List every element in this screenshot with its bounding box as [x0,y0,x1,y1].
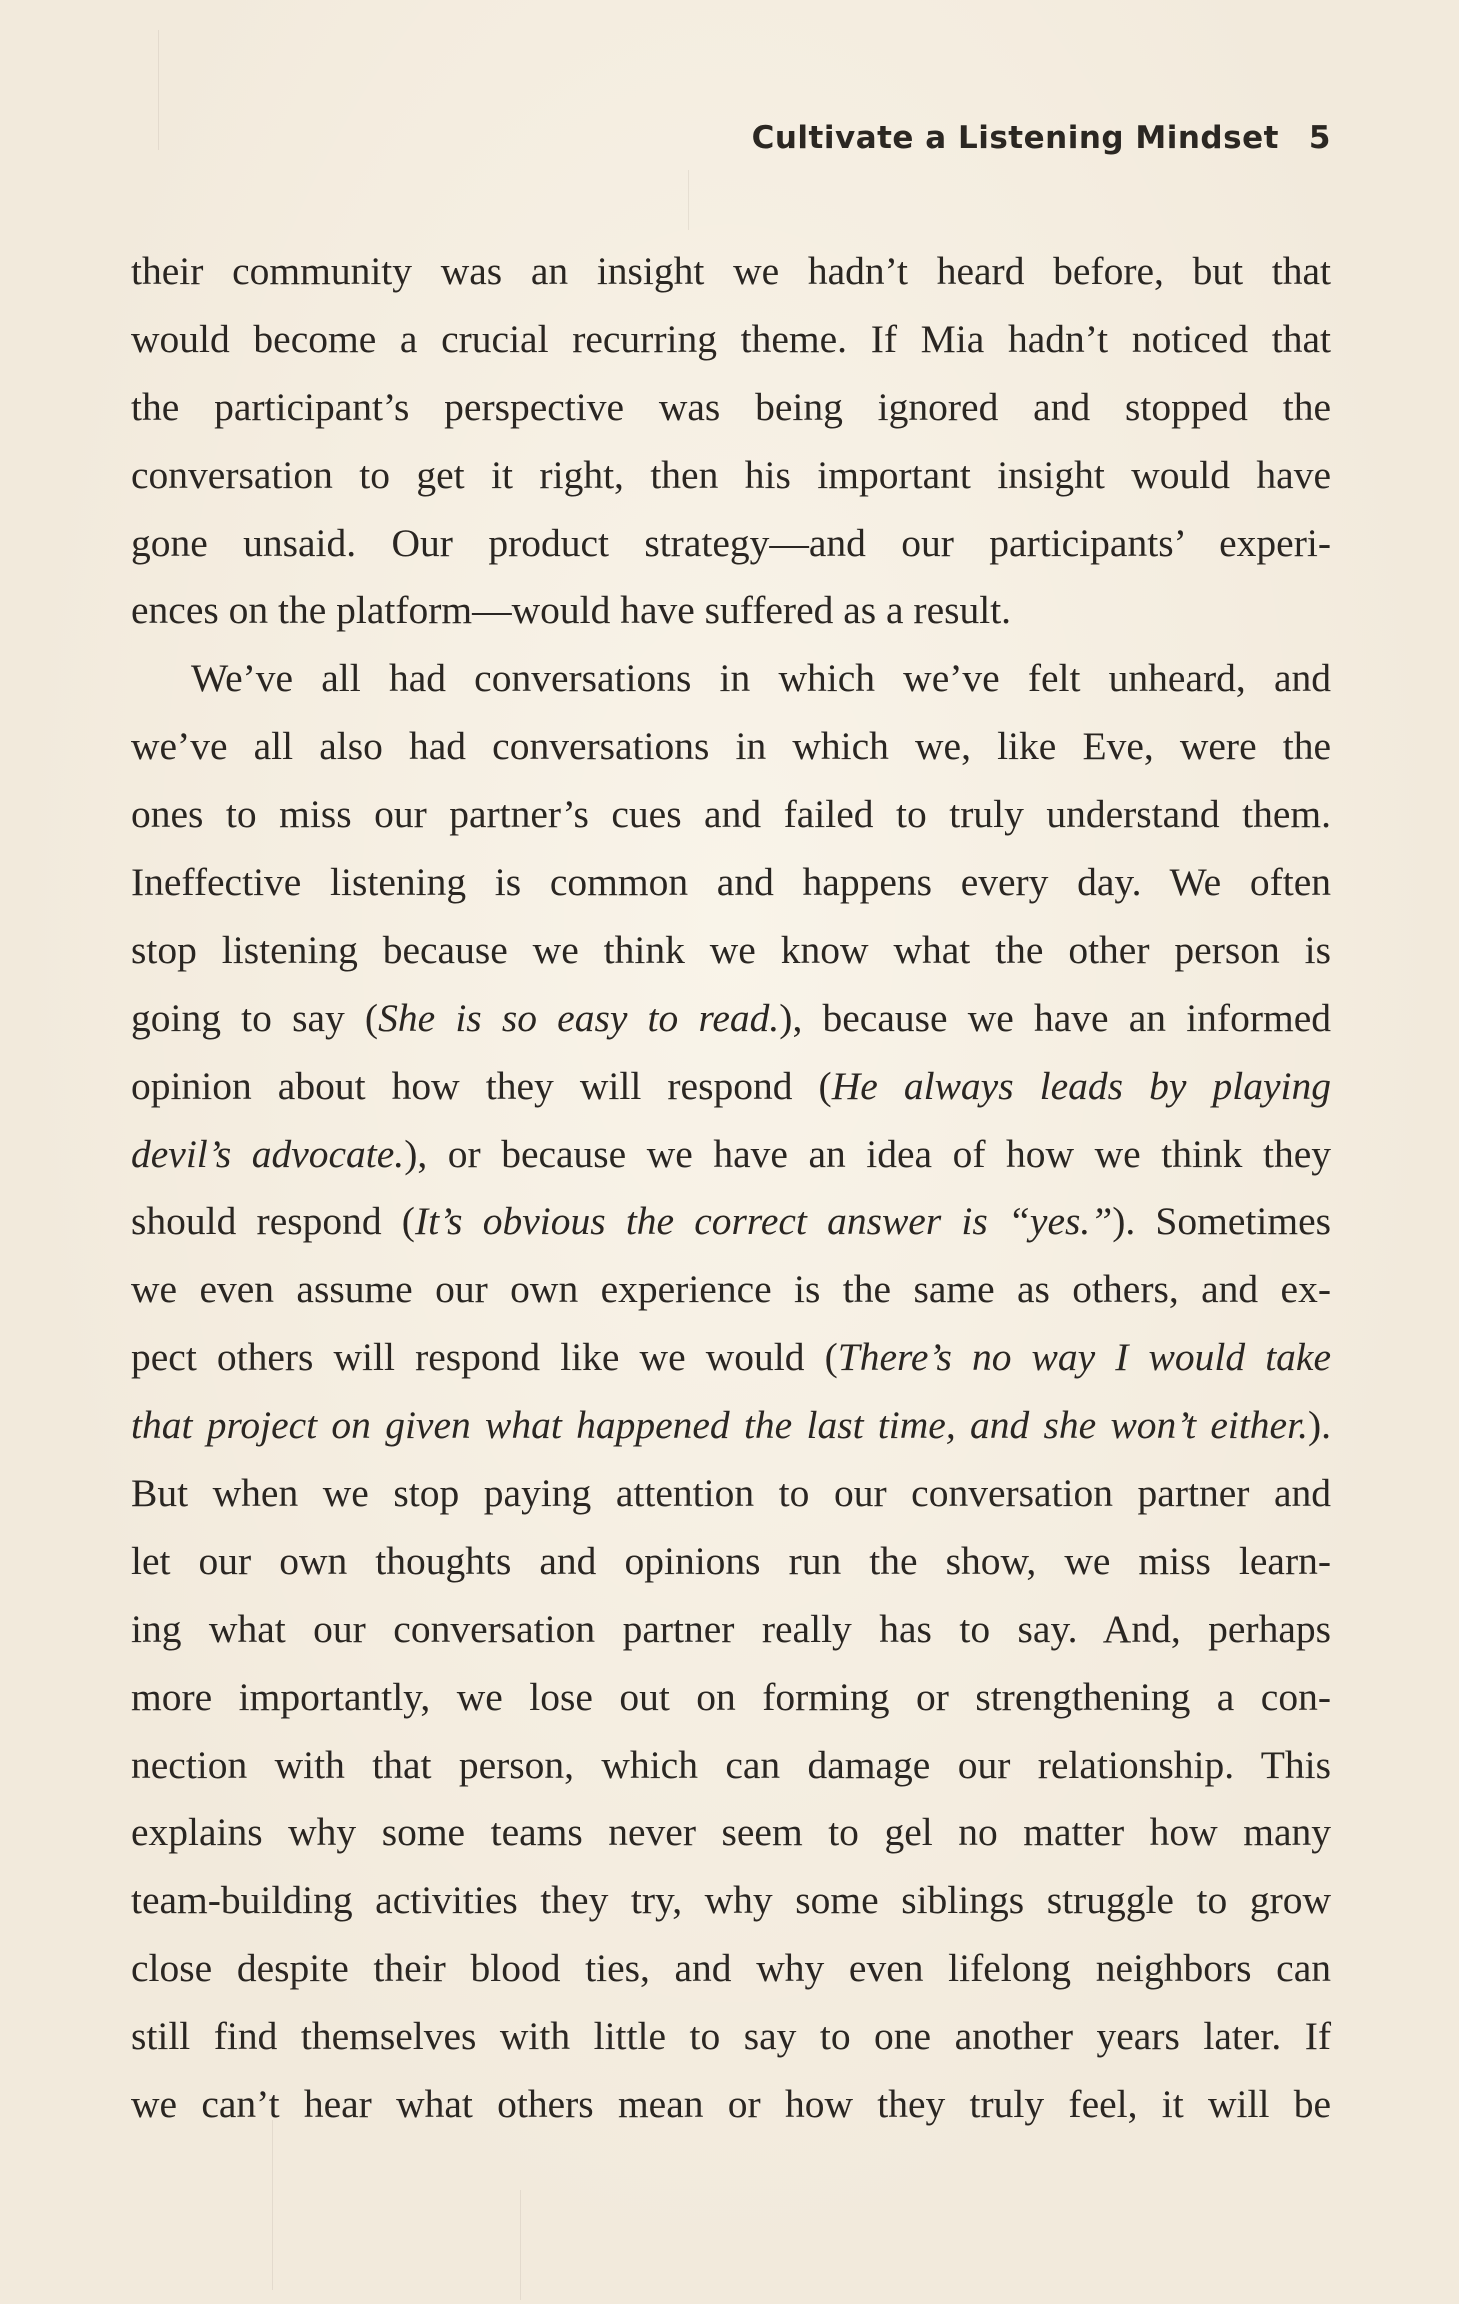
scan-artifact [158,30,159,150]
text-line [131,577,1331,645]
text-run: let our own thoughts and opinions run the show, we miss learn- [131,1538,1331,1583]
text-run: team-building activities they try, why some siblings struggle to grow [131,1878,1331,1923]
text-run: ). [1307,1403,1331,1448]
text-run: their community was an insight we hadn’t heard before, but that [131,249,1331,293]
italic-text: There’s no way I would take [837,1335,1331,1380]
text-run: the participant’s perspective was being ignored and stopped the [131,384,1331,429]
text-run: we even assume our own experience is the same as others, and ex- [131,1267,1331,1312]
text-run: stop listening because we think we know what the other person is [131,927,1331,972]
text-line [131,1460,1331,1528]
scan-artifact [272,2120,273,2290]
text-line [131,510,1331,578]
text-run: should respond ( [131,1199,415,1244]
text-run: would become a crucial recurring theme. If Mia hadn’t noticed that [131,316,1331,361]
text-run: we’ve all also had conversations in which we, like Eve, were the [131,724,1331,769]
text-line [131,374,1331,442]
scan-artifact [688,170,689,230]
text-run: ). Sometimes [1112,1199,1331,1244]
text-run: ), or because we have an idea of how we think they [404,1131,1331,1176]
text-run: ences on the platform—would have suffered as a result. [131,588,1012,633]
italic-text: He always leads by playing [831,1063,1331,1108]
paragraph [131,645,1331,2139]
italic-text: that project on given what happened the last time, and she won’t either. [131,1403,1308,1448]
text-line [131,442,1331,510]
text-line [131,1664,1331,1732]
text-run: pect others will respond like we would ( [131,1335,838,1380]
text-line [131,2071,1331,2139]
text-run: Ineffective listening is common and happens every day. We often [131,860,1331,905]
text-line [131,1053,1331,1121]
text-line [131,713,1331,781]
text-run: still find themselves with little to say to one another years later. If [131,2014,1331,2059]
text-run: more importantly, we lose out on forming or strengthening a con- [131,1674,1331,1719]
text-line [131,1732,1331,1800]
text-line [131,1188,1331,1256]
text-line [131,1935,1331,2003]
text-line [131,917,1331,985]
text-run: nection with that person, which can damage our relationship. This [131,1742,1331,1787]
text-run: ones to miss our partner’s cues and failed to truly understand them. [131,792,1331,837]
running-head-title: Cultivate a Listening Mindset [751,120,1279,156]
text-run: explains why some teams never seem to gel no matter how many [131,1810,1331,1855]
text-line [131,1324,1331,1392]
text-run: But when we stop paying attention to our conversation partner and [131,1471,1331,1516]
italic-text: She is so easy to read. [378,995,780,1040]
text-run: opinion about how they will respond ( [131,1063,832,1108]
text-run: We’ve all had conversations in which we’ve felt unheard, and [191,656,1331,701]
text-line [131,1528,1331,1596]
text-line [131,1121,1331,1189]
text-line [131,849,1331,917]
text-run: close despite their blood ties, and why even lifelong neighbors can [131,1946,1331,1991]
text-line [131,1596,1331,1664]
text-line [131,2003,1331,2071]
text-run: gone unsaid. Our product strategy—and our participants’ experi- [131,520,1331,565]
text-run: ing what our conversation partner really has to say. And, perhaps [131,1606,1331,1651]
text-line [131,238,1331,306]
text-line [131,645,1331,713]
text-line [131,1799,1331,1867]
text-line [131,985,1331,1053]
text-line [131,1392,1331,1460]
running-head [752,120,1331,156]
text-line [131,1256,1331,1324]
text-line [131,306,1331,374]
text-run: we can’t hear what others mean or how they truly feel, it will be [131,2082,1331,2127]
text-run: conversation to get it right, then his important insight would have [131,452,1331,497]
text-run: ), because we have an informed [779,995,1331,1040]
text-line [131,781,1331,849]
italic-text: devil’s advocate. [131,1131,405,1176]
body-text [131,238,1331,2139]
paragraph [131,238,1331,645]
page-number: 5 [1308,120,1331,156]
scan-artifact [520,2190,521,2300]
text-run: going to say ( [131,995,379,1040]
italic-text: It’s obvious the correct answer is “yes.” [414,1199,1113,1244]
text-line [131,1867,1331,1935]
